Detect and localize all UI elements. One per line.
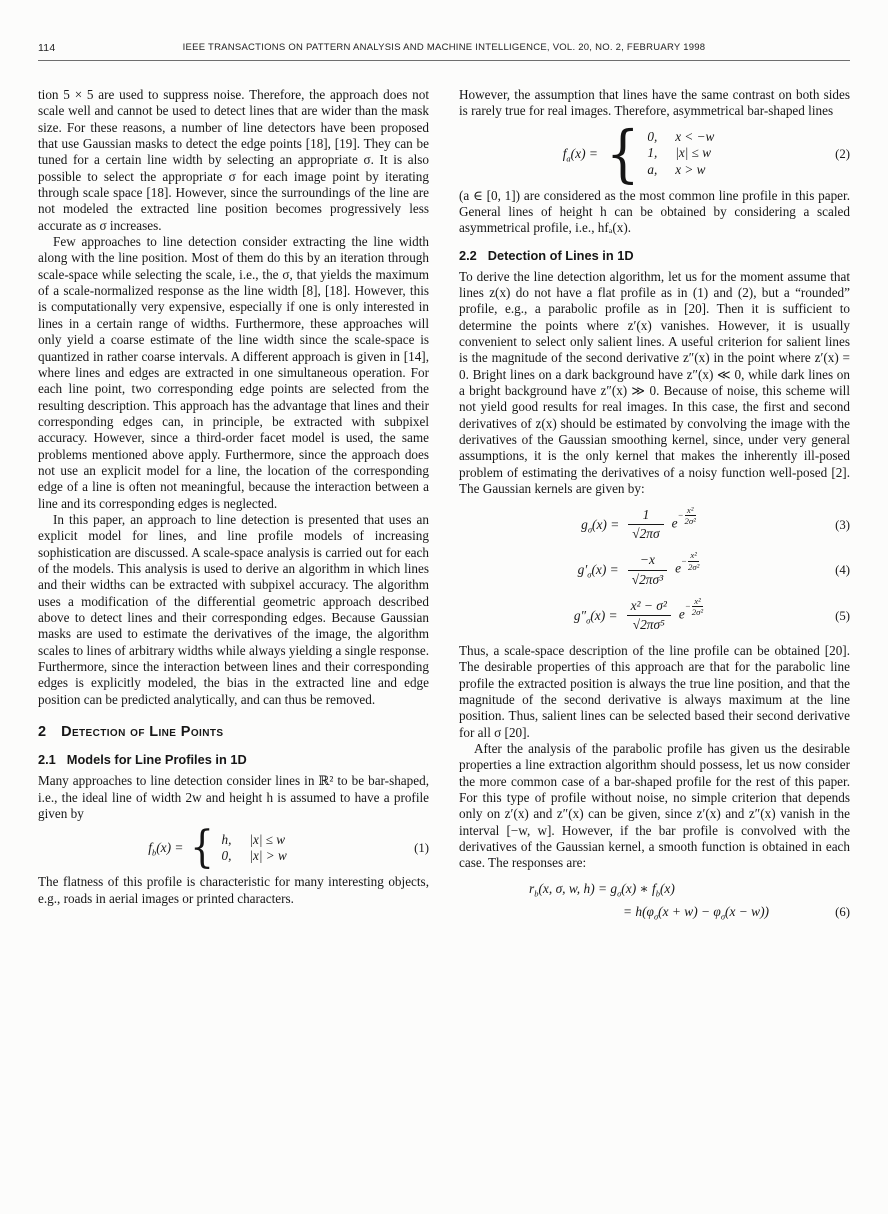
math-symbol: r bbox=[529, 880, 535, 896]
equation-body bbox=[459, 552, 818, 589]
paragraph-2: Few approaches to line detection consider extracting the line width along with the line position. Most of them do this by an iteration through scale-space while selecting the scale, i.e., the σ, that yields the maximum of a scale-normalized response as the line width [8], [18]. However, this is computationally very expensive, especially if one is only interested in lines in a certain range of widths. Furthermore, these approaches will only yield a coarse estimate of the line width since the scale-space is quantized in rather coarse intervals. A different approach is given in [14], where lines and edges are extracted in one simultaneous operation. For each line point, two corresponding edge points are selected from the resulting description. This approach has the advantage that lines and their corresponding edges can, in principle, be extracted with subpixel accuracy. However, since a third-order facet model is used, the same problems mentioned above apply. Furthermore, since the approach does not use an explicit model for a line, the location of the corresponding edge of a line is often not meaningful, because the interaction between a line and its corresponding edges is neglected. bbox=[38, 234, 429, 511]
equation-3 bbox=[459, 504, 850, 544]
running-head bbox=[38, 42, 850, 55]
math-symbol: f bbox=[562, 145, 567, 161]
math-text: = h(φ bbox=[623, 904, 654, 920]
cases-expression bbox=[603, 116, 715, 190]
exponent bbox=[681, 550, 699, 572]
exponent-fraction bbox=[688, 550, 699, 572]
body-columns bbox=[38, 87, 850, 930]
math-text: (x) = bbox=[592, 516, 620, 532]
math-lhs bbox=[148, 840, 188, 856]
fraction bbox=[628, 507, 663, 544]
case-condition: x > w bbox=[675, 161, 706, 177]
fraction-denominator: √2πσ bbox=[632, 526, 660, 542]
equation-number: (6) bbox=[835, 905, 850, 920]
math-lhs bbox=[574, 608, 623, 624]
math-lhs bbox=[581, 517, 624, 533]
case-value: a, bbox=[647, 161, 658, 177]
paragraph-7: (a ∈ [0, 1]) are considered as the most common line profile in this paper. General lines of height h can be obtained by considering a scaled asymmetrical profile, i.e., hfₐ(x). bbox=[459, 187, 850, 236]
subsection-number: 2.2 bbox=[459, 247, 477, 263]
math-subscript: a bbox=[566, 153, 571, 164]
math-text: (x, σ, w, h) = g bbox=[538, 880, 618, 896]
paragraph-10: After the analysis of the parabolic profile has given us the desirable properties a line extraction algorithm should possess, let us now consider the more common case of a bar-shaped profile for the rest of this paper. For this type of profile without noise, no simple criterion that depends only on z′(x) and z″(x) can be given, since z′(x) and z″(x) vanish in the interval [−w, w]. However, if the bar profile is convolved with the derivatives of the Gaussian kernel, a smooth function is obtained in each case. The responses are: bbox=[459, 741, 850, 871]
fraction-numerator: 1 bbox=[628, 507, 663, 526]
exponent-fraction bbox=[692, 596, 703, 618]
journal-title: IEEE TRANSACTIONS ON PATTERN ANALYSIS AND MACHINE INTELLIGENCE, VOL. 20, NO. 2, FEBRUARY 1998 bbox=[182, 42, 706, 53]
exponential-term bbox=[671, 504, 696, 536]
subsection-title: Detection of Lines in 1D bbox=[487, 247, 634, 263]
math-symbol: e bbox=[675, 560, 682, 576]
section-title: Detection of Line Points bbox=[61, 724, 224, 741]
math-subscript: σ bbox=[587, 524, 593, 535]
header-rule bbox=[38, 60, 850, 61]
fraction-denominator: √2πσ⁵ bbox=[632, 617, 665, 633]
equation-body bbox=[459, 504, 818, 544]
fraction-denominator: 2σ² bbox=[687, 561, 700, 572]
equation-4 bbox=[459, 552, 850, 589]
case-condition: |x| ≤ w bbox=[249, 831, 286, 847]
paragraph-5: The flatness of this profile is characteristic for many interesting objects, e.g., roads in aerial images or printed characters. bbox=[38, 874, 429, 906]
fraction-numerator: x² bbox=[685, 505, 696, 517]
math-subscript: b bbox=[655, 888, 660, 899]
right-column bbox=[459, 87, 850, 930]
exponential-term bbox=[678, 595, 704, 627]
subsection-number: 2.1 bbox=[38, 752, 56, 768]
fraction-denominator: 2σ² bbox=[691, 607, 704, 618]
math-subscript: σ bbox=[617, 888, 622, 899]
left-column bbox=[38, 87, 429, 930]
section-heading-2 bbox=[38, 724, 429, 741]
equation-2 bbox=[459, 116, 850, 190]
math-lhs bbox=[578, 562, 624, 578]
math-subscript: σ bbox=[587, 569, 592, 580]
equation-number: (5) bbox=[835, 608, 850, 623]
equation-body bbox=[459, 881, 818, 921]
fraction-denominator: 2σ² bbox=[684, 516, 696, 527]
math-text: (x) bbox=[659, 880, 675, 896]
exponential-term bbox=[675, 550, 700, 581]
paragraph-8: To derive the line detection algorithm, let us for the moment assume that lines z(x) do not have a flat profile as in (1) and (2), but a “rounded” profile, e.g., a parabolic profile as in [20]. Then it is sufficient to determine the points where z′(x) vanishes. However, it is usually convenient to select only salient lines. A useful criterion for salient lines is the magnitude of the second derivative z″(x) in the point where z′(x) = 0. Bright lines on a dark background have z″(x) ≪ 0, while dark lines on a bright background have z″(x) ≫ 0. Because of noise, this scheme will not yield good results for real images. In this case, the first and second derivatives of z(x) should be estimated by convolving the image with the derivatives of the Gaussian smoothing kernel, since, under very general assumptions, it is the only kernel that makes the inherently ill-posed problem of estimating the derivatives of a noisy function well-posed [2]. The Gaussian kernels are given by: bbox=[459, 268, 850, 497]
math-text: (x + w) − φ bbox=[658, 904, 721, 920]
math-subscript: b bbox=[151, 847, 157, 858]
equation-5 bbox=[459, 595, 850, 635]
case-condition: x < −w bbox=[675, 128, 715, 144]
math-symbol: g bbox=[581, 516, 588, 532]
fraction bbox=[628, 552, 667, 589]
fraction bbox=[627, 598, 671, 635]
math-subscript: σ bbox=[720, 911, 726, 922]
math-symbol: g′ bbox=[577, 562, 588, 578]
equation-body bbox=[38, 822, 397, 874]
case-condition: |x| > w bbox=[249, 848, 287, 864]
math-sign: − bbox=[681, 555, 687, 566]
equation-line-1 bbox=[529, 881, 675, 897]
case-value: h, bbox=[221, 831, 232, 847]
fraction-numerator: x² bbox=[688, 550, 699, 562]
subsection-heading-2-2 bbox=[459, 248, 850, 264]
case-condition: |x| ≤ w bbox=[675, 145, 711, 161]
cases-rows bbox=[221, 832, 286, 865]
math-text: (x) = bbox=[570, 145, 598, 161]
math-symbol: f bbox=[148, 840, 152, 856]
paragraph-3: In this paper, an approach to line detection is presented that uses an explicit model for lines, and line profile models of increasing sophistication are discussed. A scale-space analysis is carried out for each of the models. This analysis is used to derive an algorithm in which lines and their widths can be extracted with subpixel accuracy. The algorithm uses a modification of the differential geometric approach described above to detect lines and their corresponding edges. Because Gaussian masks are used to estimate the derivatives of the image, the algorithm scales to lines of arbitrary widths while always yielding a single response. Furthermore, since the interaction between lines and their corresponding edges is explicitly modeled, the bias in the extracted line and edge position can be predicted analytically, and can thus be removed. bbox=[38, 511, 429, 707]
math-text: (x) ∗ f bbox=[621, 880, 656, 896]
math-lhs bbox=[563, 146, 603, 162]
equation-body bbox=[459, 116, 818, 190]
math-text: (x) = bbox=[591, 562, 619, 578]
equation-number: (4) bbox=[835, 563, 850, 578]
fraction-numerator: −x bbox=[628, 552, 667, 571]
math-subscript: σ bbox=[653, 911, 659, 922]
equation-1 bbox=[38, 822, 429, 874]
paragraph-1: tion 5 × 5 are used to suppress noise. Therefore, the approach does not scale well and cannot be used to detect lines that are wider than the mask size. For these reasons, a number of line detectors have been proposed that use Gaussian masks to detect the edge points [18], [19]. They can be tuned for a certain line width by selecting an appropriate σ. It is also possible to select the appropriate σ for each image point by iterating through scale space [18]. However, since the surroundings of the line are not modeled the extracted line position becomes progressively less accurate as σ increases. bbox=[38, 87, 429, 233]
equation-number: (2) bbox=[835, 146, 850, 161]
paragraph-6: However, the assumption that lines have the same contrast on both sides is rarely true for real images. Therefore, asymmetrical bar-shaped lines bbox=[459, 87, 850, 119]
fraction-denominator: √2πσ³ bbox=[631, 571, 664, 587]
equation-body bbox=[459, 595, 818, 635]
fraction-numerator: x² bbox=[692, 596, 703, 608]
math-subscript: b bbox=[534, 888, 539, 899]
exponent-fraction bbox=[685, 505, 696, 527]
cases-expression bbox=[188, 822, 287, 874]
math-symbol: g″ bbox=[573, 607, 587, 623]
math-symbol: e bbox=[671, 515, 678, 531]
case-value: 1, bbox=[647, 145, 658, 161]
math-text: (x) = bbox=[590, 607, 618, 623]
subsection-heading-2-1 bbox=[38, 752, 429, 768]
math-sign: − bbox=[684, 601, 691, 612]
cases-brace-icon: { bbox=[605, 116, 640, 190]
exponent bbox=[678, 505, 696, 527]
math-symbol: e bbox=[678, 606, 685, 622]
page-number: 114 bbox=[38, 42, 56, 54]
math-text: (x) = bbox=[156, 840, 184, 856]
paragraph-4: Many approaches to line detection consider lines in ℝ² to be bar-shaped, i.e., the ideal line of width 2w and height h is assumed to have a profile given by bbox=[38, 773, 429, 822]
equation-number: (1) bbox=[414, 841, 429, 856]
equation-line-2 bbox=[623, 904, 769, 920]
equation-number: (3) bbox=[835, 517, 850, 532]
case-value: 0, bbox=[647, 128, 658, 144]
math-sign: − bbox=[677, 510, 684, 521]
section-number: 2 bbox=[38, 724, 47, 741]
fraction-numerator: x² − σ² bbox=[627, 598, 671, 617]
exponent bbox=[685, 596, 703, 618]
cases-brace-icon: { bbox=[190, 822, 215, 874]
case-value: 0, bbox=[221, 848, 232, 864]
subsection-title: Models for Line Profiles in 1D bbox=[66, 752, 247, 768]
math-text: (x − w)) bbox=[725, 904, 770, 920]
math-subscript: σ bbox=[586, 615, 591, 626]
paragraph-9: Thus, a scale-space description of the line profile can be obtained [20]. The desirable properties of this approach are that for the parabolic line profile the extracted position is always the true line position, and that the magnitude of the second derivative is always maximum at the line position. Thus, salient lines can be selected based their second derivative for all σ [20]. bbox=[459, 643, 850, 740]
cases-rows bbox=[647, 129, 714, 179]
equation-6 bbox=[459, 881, 850, 921]
